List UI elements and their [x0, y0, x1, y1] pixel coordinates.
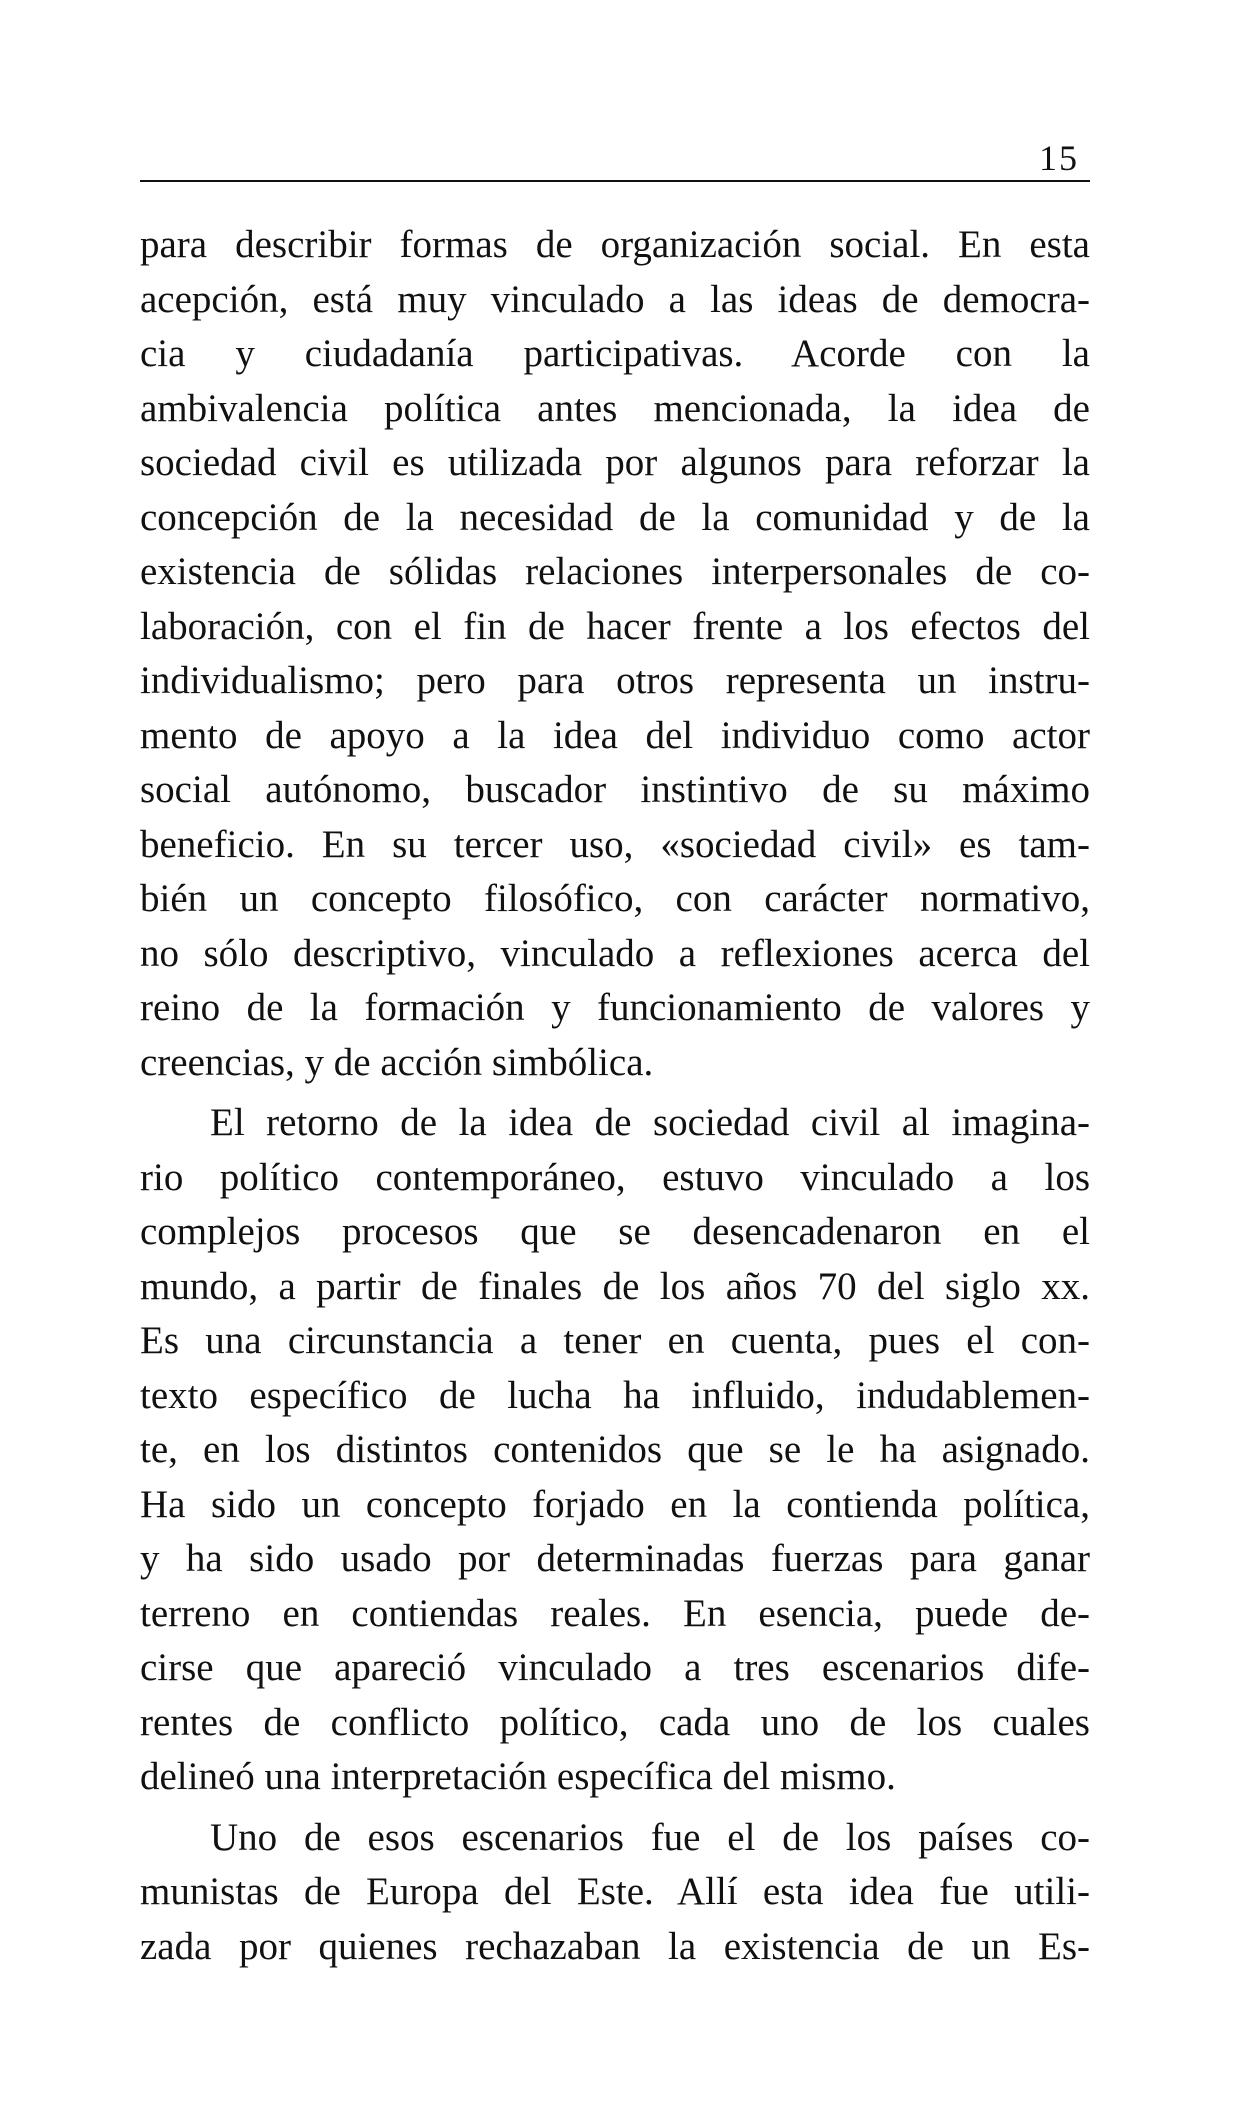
- text-line: creencias, y de acción simbólica.: [140, 1040, 654, 1084]
- text-line: mento de apoyo a la idea del individuo como actor: [140, 713, 1090, 757]
- page-number: 15: [1039, 138, 1079, 178]
- body-text: [140, 218, 1090, 1974]
- text-line: no sólo descriptivo, vinculado a reflexiones acerca del: [140, 931, 1090, 975]
- text-line: rio político contemporáneo, estuvo vinculado a los: [140, 1155, 1090, 1199]
- text-line: mundo, a partir de finales de los años 70 del siglo xx.: [140, 1264, 1090, 1308]
- text-line: laboración, con el fin de hacer frente a los efectos del: [140, 604, 1090, 648]
- text-line: bién un concepto filosófico, con carácter normativo,: [140, 877, 1090, 920]
- text-line: para describir formas de organización social. En esta: [140, 223, 1090, 266]
- text-line: cirse que apareció vinculado a tres escenarios dife-: [140, 1646, 1090, 1689]
- text-line: Es una circunstancia a tener en cuenta, pues el con-: [140, 1319, 1090, 1362]
- text-line: te, en los distintos contenidos que se le ha asignado.: [140, 1428, 1090, 1471]
- paragraph-2: [140, 1096, 1090, 1805]
- text-line: El retorno de la idea de sociedad civil al imagina-: [210, 1101, 1090, 1144]
- text-line: social autónomo, buscador instintivo de su máximo: [140, 768, 1090, 811]
- text-line: Uno de esos escenarios fue el de los países co-: [210, 1815, 1090, 1859]
- text-line: reino de la formación y funcionamiento de valores y: [140, 986, 1090, 1029]
- text-line: cia y ciudadanía participativas. Acorde con la: [140, 332, 1090, 375]
- text-line: delineó una interpretación específica del mismo.: [140, 1755, 896, 1798]
- text-line: existencia de sólidas relaciones interpersonales de co-: [140, 550, 1090, 593]
- header-rule: [140, 180, 1090, 182]
- text-line: zada por quienes rechazaban la existencia de un Es-: [140, 1924, 1090, 1968]
- text-line: acepción, está muy vinculado a las ideas de democra-: [140, 277, 1090, 321]
- text-line: complejos procesos que se desencadenaron en el: [140, 1210, 1090, 1253]
- paragraph-3: [140, 1811, 1090, 1975]
- text-line: Ha sido un concepto forjado en la contienda política,: [140, 1482, 1090, 1526]
- text-line: concepción de la necesidad de la comunidad y de la: [140, 495, 1090, 539]
- text-line: beneficio. En su tercer uso, «sociedad civil» es tam-: [140, 822, 1090, 866]
- text-line: munistas de Europa del Este. Allí esta idea fue utili-: [140, 1870, 1090, 1913]
- text-line: rentes de conflicto político, cada uno de los cuales: [140, 1700, 1090, 1744]
- paragraph-1: [140, 218, 1090, 1090]
- text-line: sociedad civil es utilizada por algunos para reforzar la: [140, 441, 1090, 484]
- text-line: ambivalencia política antes mencionada, la idea de: [140, 386, 1090, 430]
- text-line: texto específico de lucha ha influido, indudablemen-: [140, 1373, 1090, 1417]
- text-line: y ha sido usado por determinadas fuerzas para ganar: [140, 1537, 1090, 1580]
- text-line: individualismo; pero para otros representa un instru-: [140, 659, 1090, 702]
- text-line: terreno en contiendas reales. En esencia, puede de-: [140, 1591, 1090, 1635]
